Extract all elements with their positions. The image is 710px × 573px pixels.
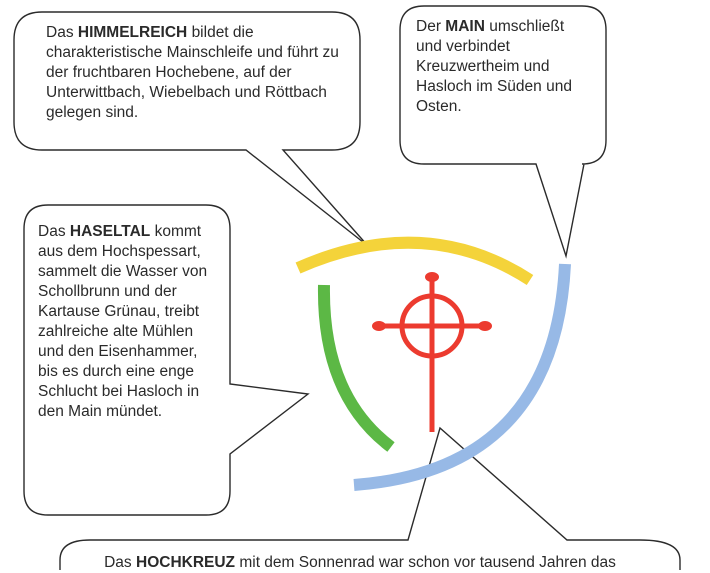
himmelreich-description: Das HIMMELREICH bildet die charakteristische Mainschleife und führt zu der fruchtbaren Hochebene, auf der Unterwittbach, Wiebelbach und Röttbach gelegen sind. <box>46 24 339 121</box>
hochkreuz-description: Das HOCHKREUZ mit dem Sonnenrad war schon vor tausend Jahren das <box>104 554 616 571</box>
hochkreuz-sun-wheel-cross <box>380 278 484 432</box>
himmelreich-yellow-arc <box>298 243 530 280</box>
main-description: Der MAIN umschließt und verbindet Kreuzwertheim und Hasloch im Süden und Osten. <box>416 18 572 115</box>
haseltal-description: Das HASELTAL kommt aus dem Hochspessart, sammelt die Wasser von Schollbrunn und der Kartause Grünau, treibt zahlreiche alte Mühlen und den Eisenhammer, bis es durch eine enge Schlucht bei Hasloch in den Main mündet. <box>38 223 208 420</box>
main-blue-arc <box>354 264 565 485</box>
haseltal-green-arc <box>324 285 391 447</box>
